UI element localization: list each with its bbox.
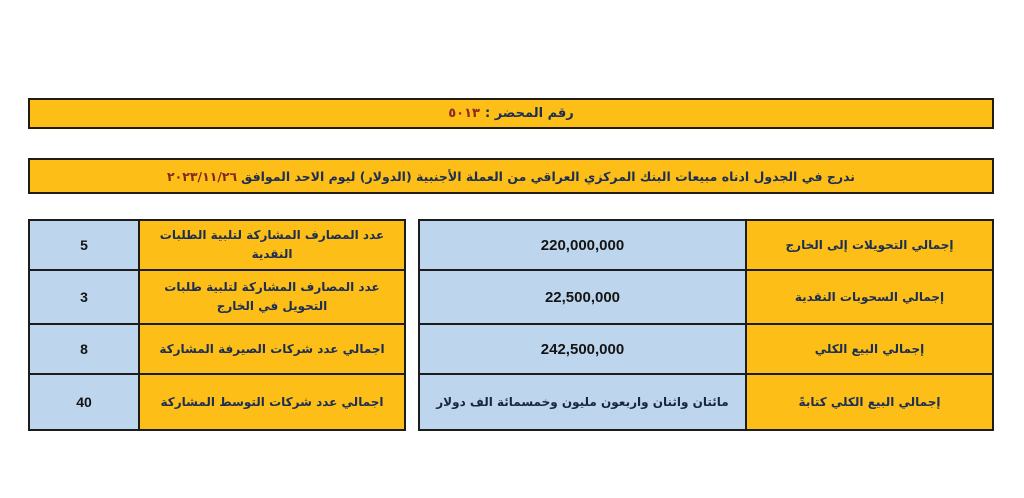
sales-label-cell: إجمالي السحوبات النقدية [747,271,992,323]
participants-label-cell: عدد المصارف المشاركة لتلبية طلبات التحويل في الخارج [140,271,404,323]
tables-area [28,219,994,431]
description-banner [28,158,994,194]
participants-value-cell: 8 [30,325,138,373]
sales-value-cell: 242,500,000 [420,325,745,373]
participants-table [28,219,406,431]
sales-label-cell: إجمالي التحويلات إلى الخارج [747,221,992,269]
participants-label-cell: اجمالي عدد شركات الصيرفة المشاركة [140,325,404,373]
sales-label-cell: إجمالي البيع الكلي كتابةً [747,375,992,429]
sales-value-cell: 22,500,000 [420,271,745,323]
sales-value-in-words-cell: مائتان واثنان واربعون مليون وخمسمائة الف دولار [420,375,745,429]
participants-label-cell: اجمالي عدد شركات التوسط المشاركة [140,375,404,429]
participants-value-cell: 3 [30,271,138,323]
participants-value-cell: 40 [30,375,138,429]
description-text: ندرج في الجدول ادناه مبيعات البنك المركزي العراقي من العملة الأجنبية (الدولار) ليوم الاحد الموافق [241,168,855,184]
sales-value-cell: 220,000,000 [420,221,745,269]
record-number-value: ٥٠١٣ [448,106,480,121]
sales-label-cell: إجمالي البيع الكلي [747,325,992,373]
description-date: ٢٠٢٣/١١/٢٦ [167,168,238,184]
record-number-label: رقم المحضر : [485,106,574,121]
record-number-banner [28,98,994,129]
participants-label-cell: عدد المصارف المشاركة لتلبية الطلبات النقدية [140,221,404,269]
participants-value-cell: 5 [30,221,138,269]
sales-totals-table [418,219,994,431]
